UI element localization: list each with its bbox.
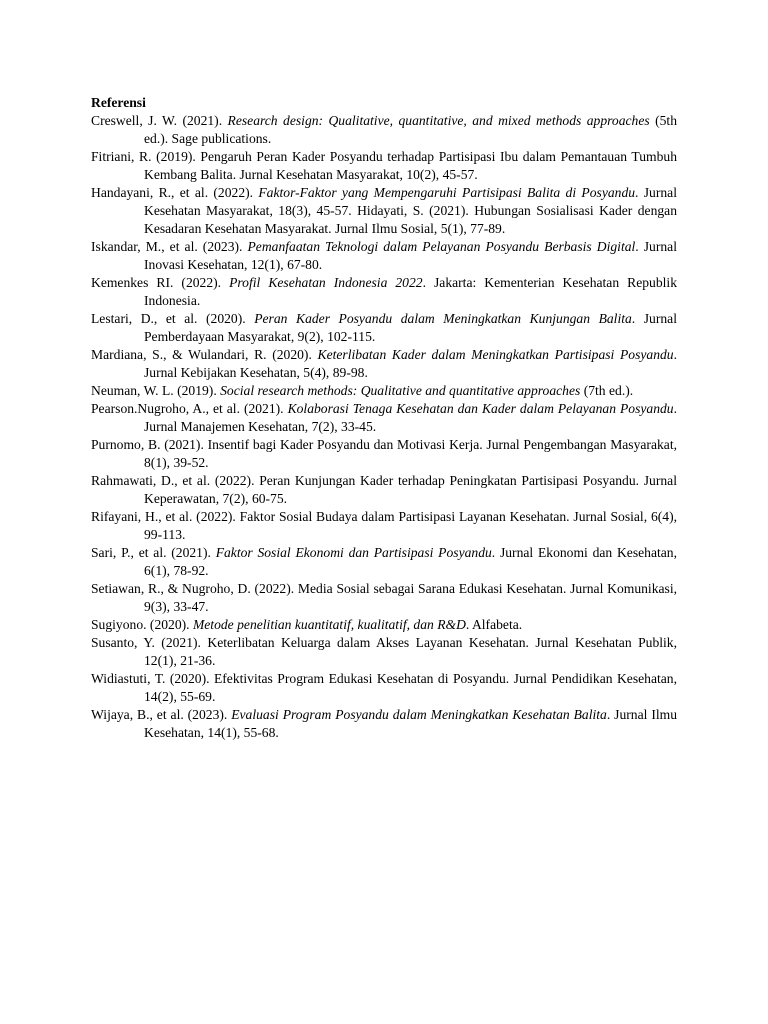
reference-title: Keterlibatan Kader dalam Meningkatkan Partisipasi Posyandu — [317, 347, 674, 362]
reference-prefix: Wijaya, B., et al. (2023). — [91, 707, 232, 722]
reference-suffix: . Jurnal Kesehatan Masyarakat, 18(3), 45-57. Hidayati, S. (2021). Hubungan Sosialisasi Kader dengan Kesadaran Kesehatan Masyarakat. Jurnal Ilmu Sosial, 5(1), 77-89. — [144, 185, 677, 236]
reference-suffix: . Jurnal Inovasi Kesehatan, 12(1), 67-80. — [144, 239, 677, 272]
reference-item — [91, 706, 677, 742]
reference-suffix: . Jakarta: Kementerian Kesehatan Republik Indonesia. — [144, 275, 677, 308]
reference-prefix: Fitriani, R. (2019). Pengaruh Peran Kader Posyandu terhadap Partisipasi Ibu dalam Pemantauan Tumbuh Kembang Balita. Jurnal Kesehatan Masyarakat, 10(2), 45-57. — [91, 149, 677, 182]
reference-title: Kolaborasi Tenaga Kesehatan dan Kader dalam Pelayanan Posyandu — [287, 401, 674, 416]
reference-title: Pemanfaatan Teknologi dalam Pelayanan Posyandu Berbasis Digital — [247, 239, 636, 254]
references-heading: Referensi — [91, 95, 146, 110]
reference-prefix: Creswell, J. W. (2021). — [91, 113, 228, 128]
reference-suffix: . Alfabeta. — [465, 617, 523, 632]
reference-title: Metode penelitian kuantitatif, kualitatif, dan R&D — [192, 617, 466, 632]
reference-prefix: Mardiana, S., & Wulandari, R. (2020). — [91, 347, 318, 362]
reference-prefix: Rahmawati, D., et al. (2022). Peran Kunjungan Kader terhadap Peningkatan Partisipasi Posyandu. Jurnal Keperawatan, 7(2), 60-75. — [91, 473, 677, 506]
reference-prefix: Rifayani, H., et al. (2022). Faktor Sosial Budaya dalam Partisipasi Layanan Kesehatan. Jurnal Sosial, 6(4), 99-113. — [91, 509, 677, 542]
reference-item — [91, 616, 677, 634]
reference-item — [91, 544, 677, 580]
reference-title: Research design: Qualitative, quantitative, and mixed methods approaches — [227, 113, 650, 128]
reference-title: Social research methods: Qualitative and quantitative approaches — [220, 383, 581, 398]
reference-suffix: . Jurnal Kebijakan Kesehatan, 5(4), 89-98. — [144, 347, 677, 380]
reference-item — [91, 346, 677, 382]
reference-prefix: Iskandar, M., et al. (2023). — [91, 239, 248, 254]
reference-prefix: Setiawan, R., & Nugroho, D. (2022). Media Sosial sebagai Sarana Edukasi Kesehatan. Jurnal Komunikasi, 9(3), 33-47. — [91, 581, 677, 614]
reference-item — [91, 400, 677, 436]
reference-item — [91, 436, 677, 472]
reference-prefix: Neuman, W. L. (2019). — [91, 383, 221, 398]
reference-title: Peran Kader Posyandu dalam Meningkatkan Kunjungan Balita — [254, 311, 632, 326]
reference-prefix: Pearson.Nugroho, A., et al. (2021). — [91, 401, 288, 416]
reference-item — [91, 310, 677, 346]
reference-suffix: . Jurnal Ilmu Kesehatan, 14(1), 55-68. — [144, 707, 677, 740]
reference-title: Faktor-Faktor yang Mempengaruhi Partisipasi Balita di Posyandu — [258, 185, 636, 200]
reference-item — [91, 274, 677, 310]
reference-item — [91, 238, 677, 274]
reference-suffix: (7th ed.). — [580, 383, 634, 398]
reference-prefix: Handayani, R., et al. (2022). — [91, 185, 259, 200]
reference-title: Faktor Sosial Ekonomi dan Partisipasi Posyandu — [215, 545, 492, 560]
reference-prefix: Purnomo, B. (2021). Insentif bagi Kader Posyandu dan Motivasi Kerja. Jurnal Pengembangan Masyarakat, 8(1), 39-52. — [91, 437, 677, 470]
reference-suffix: . Jurnal Pemberdayaan Masyarakat, 9(2), 102-115. — [144, 311, 677, 344]
reference-item — [91, 580, 677, 616]
reference-prefix: Sugiyono. (2020). — [91, 617, 193, 632]
reference-suffix: (5th ed.). Sage publications. — [144, 113, 677, 146]
reference-suffix: . Jurnal Manajemen Kesehatan, 7(2), 33-45. — [144, 401, 677, 434]
reference-list — [91, 112, 677, 742]
reference-prefix: Lestari, D., et al. (2020). — [91, 311, 255, 326]
reference-suffix: . Jurnal Ekonomi dan Kesehatan, 6(1), 78-92. — [144, 545, 677, 578]
reference-item — [91, 472, 677, 508]
reference-prefix: Sari, P., et al. (2021). — [91, 545, 216, 560]
reference-item — [91, 634, 677, 670]
reference-title: Profil Kesehatan Indonesia 2022 — [229, 275, 423, 290]
reference-item — [91, 148, 677, 184]
document-page — [91, 94, 677, 742]
reference-title: Evaluasi Program Posyandu dalam Meningkatkan Kesehatan Balita — [231, 707, 607, 722]
reference-item — [91, 382, 677, 400]
reference-prefix: Kemenkes RI. (2022). — [91, 275, 230, 290]
reference-item — [91, 112, 677, 148]
reference-prefix: Widiastuti, T. (2020). Efektivitas Program Edukasi Kesehatan di Posyandu. Jurnal Pendidikan Kesehatan, 14(2), 55-69. — [91, 671, 677, 704]
reference-item — [91, 670, 677, 706]
reference-prefix: Susanto, Y. (2021). Keterlibatan Keluarga dalam Akses Layanan Kesehatan. Jurnal Kesehatan Publik, 12(1), 21-36. — [91, 635, 677, 668]
reference-item — [91, 508, 677, 544]
reference-item — [91, 184, 677, 238]
